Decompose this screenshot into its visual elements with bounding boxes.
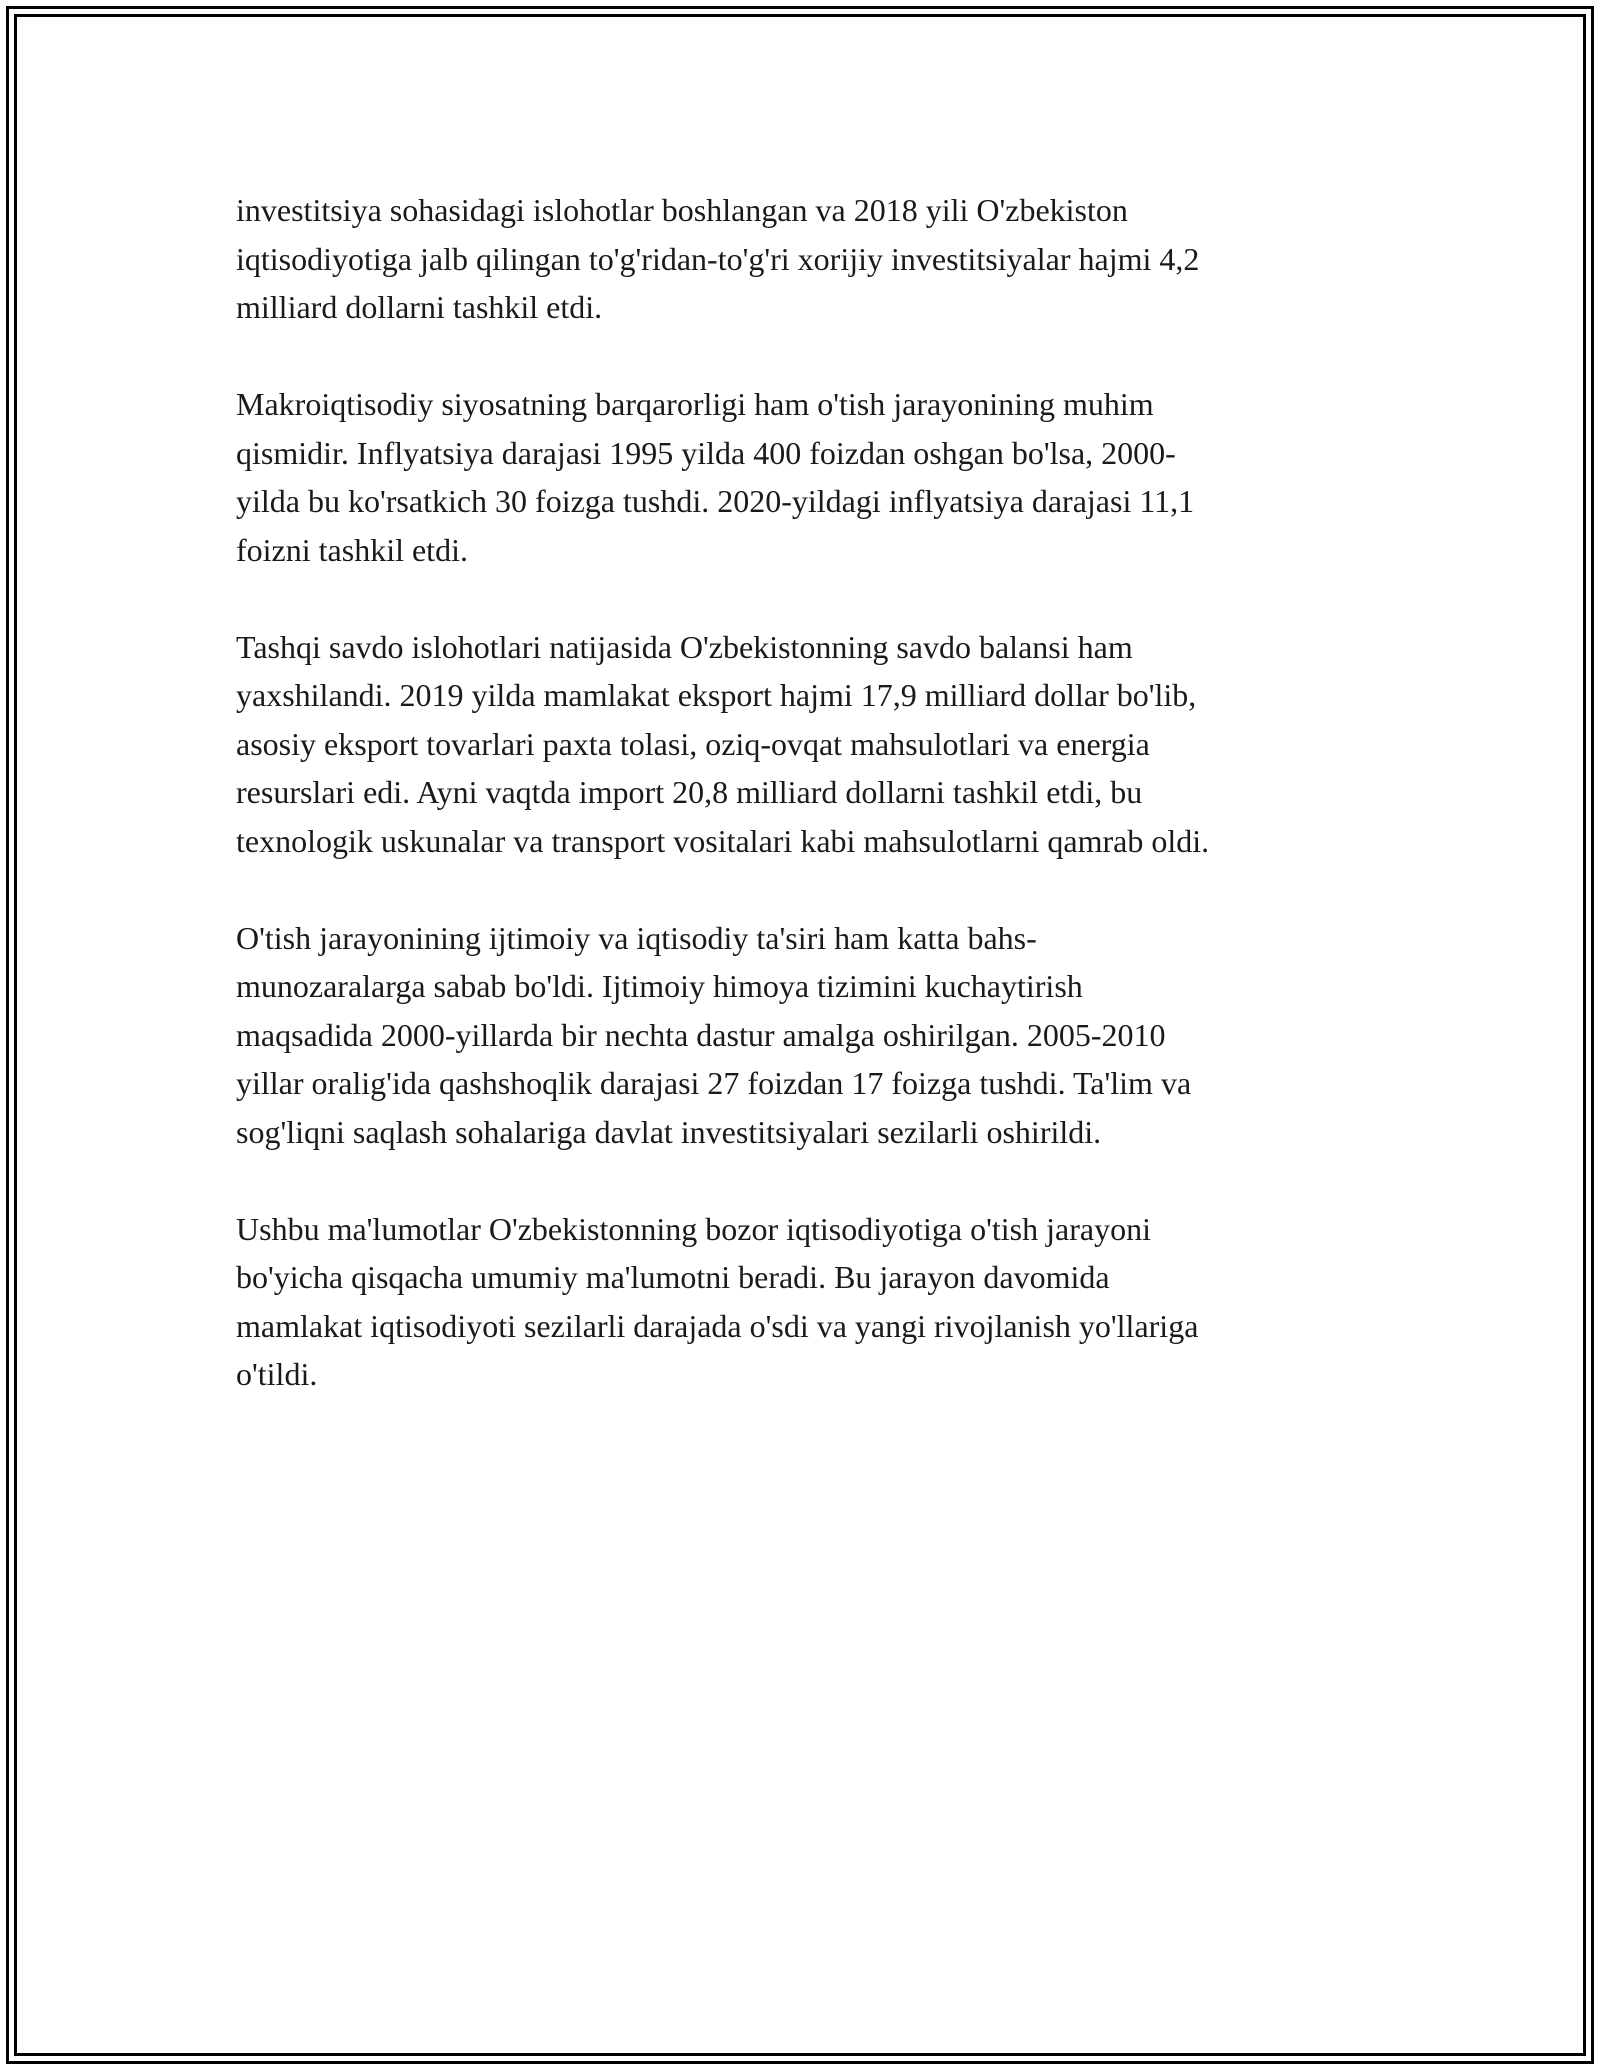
text-line: Makroiqtisodiy siyosatning barqarorligi ham o'tish jarayonining muhim (236, 386, 1154, 422)
text-line: investitsiya sohasidagi islohotlar boshlangan va 2018 yili O'zbekiston (236, 192, 1128, 228)
text-line: Ushbu ma'lumotlar O'zbekistonning bozor iqtisodiyotiga o'tish jarayoni (236, 1210, 1151, 1247)
text-line: milliard dollarni tashkil etdi. (236, 289, 603, 325)
text-line: munozaralarga sabab bo'ldi. Ijtimoiy himoya tizimini kuchaytirish (236, 968, 1083, 1004)
text-line: sog'liqni saqlash sohalariga davlat investitsiyalari sezilarli oshirildi. (236, 1113, 1102, 1150)
text-line: O'tish jarayonining ijtimoiy va iqtisodiy ta'siri ham katta bahs- (236, 919, 1037, 956)
text-line: o'tildi. (236, 1356, 318, 1392)
text-line: qismidir. Inflyatsiya darajasi 1995 yilda 400 foizdan oshgan bo'lsa, 2000- (236, 434, 1176, 471)
document-body (236, 186, 1366, 1447)
paragraph-summary (236, 1205, 1366, 1399)
paragraph-foreign-trade (236, 623, 1366, 866)
paragraph-social-impact (236, 914, 1366, 1157)
text-line: foizni tashkil etdi. (236, 531, 468, 568)
text-line: yillar oralig'ida qashshoqlik darajasi 27 foizdan 17 foizga tushdi. Ta'lim va (236, 1065, 1192, 1101)
paragraph-investments (236, 186, 1366, 332)
text-line: asosiy eksport tovarlari paxta tolasi, oziq-ovqat mahsulotlari va energia (236, 725, 1150, 762)
text-line: maqsadida 2000-yillarda bir nechta dastur amalga oshirilgan. 2005-2010 (236, 1016, 1166, 1053)
paragraph-macroeconomic-policy (236, 380, 1366, 574)
text-line: yaxshilandi. 2019 yilda mamlakat eksport hajmi 17,9 milliard dollar bo'lib, (236, 677, 1197, 713)
text-line: iqtisodiyotiga jalb qilingan to'g'ridan-to'g'ri xorijiy investitsiyalar hajmi 4,2 (236, 240, 1200, 277)
text-line: mamlakat iqtisodiyoti sezilarli darajada o'sdi va yangi rivojlanish yo'llariga (236, 1307, 1199, 1344)
text-line: texnologik uskunalar va transport vositalari kabi mahsulotlarni qamrab oldi. (236, 822, 1210, 859)
text-line: bo'yicha qisqacha umumiy ma'lumotni beradi. Bu jarayon davomida (236, 1259, 1110, 1295)
text-line: resurslari edi. Ayni vaqtda import 20,8 milliard dollarni tashkil etdi, bu (236, 774, 1143, 810)
text-line: Tashqi savdo islohotlari natijasida O'zbekistonning savdo balansi ham (236, 628, 1133, 665)
text-line: yilda bu ko'rsatkich 30 foizga tushdi. 2020-yildagi inflyatsiya darajasi 11,1 (236, 483, 1195, 519)
